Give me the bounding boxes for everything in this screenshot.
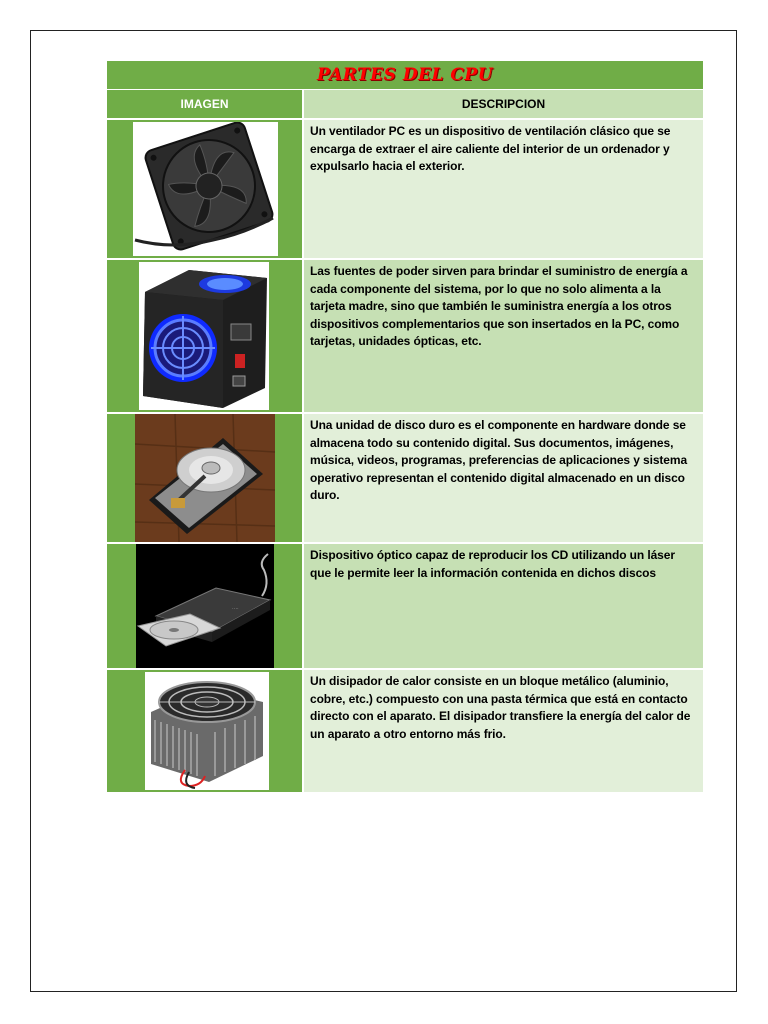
image-cell xyxy=(107,670,304,792)
table-title-row xyxy=(107,61,703,89)
svg-text:····: ···· xyxy=(232,606,239,612)
hard-disk-icon xyxy=(135,414,275,542)
table-header-row xyxy=(107,89,703,118)
table-row xyxy=(107,118,703,258)
case-fan-icon xyxy=(133,122,278,256)
optical-drive-icon xyxy=(136,544,274,668)
image-cell xyxy=(107,544,304,668)
description-cell: Un disipador de calor consiste en un bloque metálico (aluminio, cobre, etc.) compuesto con una pasta térmica que está en contacto directo con el aparato. El disipador transfiere la energía del calor de un aparato a otro entorno más frio. xyxy=(304,670,703,792)
description-cell: Una unidad de disco duro es el componente en hardware donde se almacena todo su contenido digital. Sus documentos, imágenes, música, videos, programas, preferencias de aplicaciones y sistema operativo representan el contenido digital almacenado en un disco duro. xyxy=(304,414,703,542)
description-cell: Dispositivo óptico capaz de reproducir los CD utilizando un láser que le permite leer la información contenida en dichos discos xyxy=(304,544,703,668)
table-row xyxy=(107,258,703,412)
table-row xyxy=(107,542,703,668)
heatsink-icon xyxy=(145,672,269,790)
cpu-parts-table xyxy=(107,61,703,792)
power-supply-icon xyxy=(139,262,269,410)
table-row xyxy=(107,668,703,792)
image-cell xyxy=(107,260,304,412)
header-description: DESCRIPCION xyxy=(304,90,703,118)
image-cell xyxy=(107,120,304,258)
image-cell xyxy=(107,414,304,542)
table-title: PARTES DEL CPU xyxy=(316,65,494,85)
header-image: IMAGEN xyxy=(107,90,304,118)
description-cell: Las fuentes de poder sirven para brindar el suministro de energía a cada componente del sistema, por lo que no solo alimenta a la tarjeta madre, sino que también le suministra energía a los otros dispositivos complementarios que son insertados en la PC, como tarjetas, unidades ópticas, etc. xyxy=(304,260,703,412)
description-cell: Un ventilador PC es un dispositivo de ventilación clásico que se encarga de extraer el aire caliente del interior de un ordenador y expulsarlo hacia el exterior. xyxy=(304,120,703,258)
table-row xyxy=(107,412,703,542)
